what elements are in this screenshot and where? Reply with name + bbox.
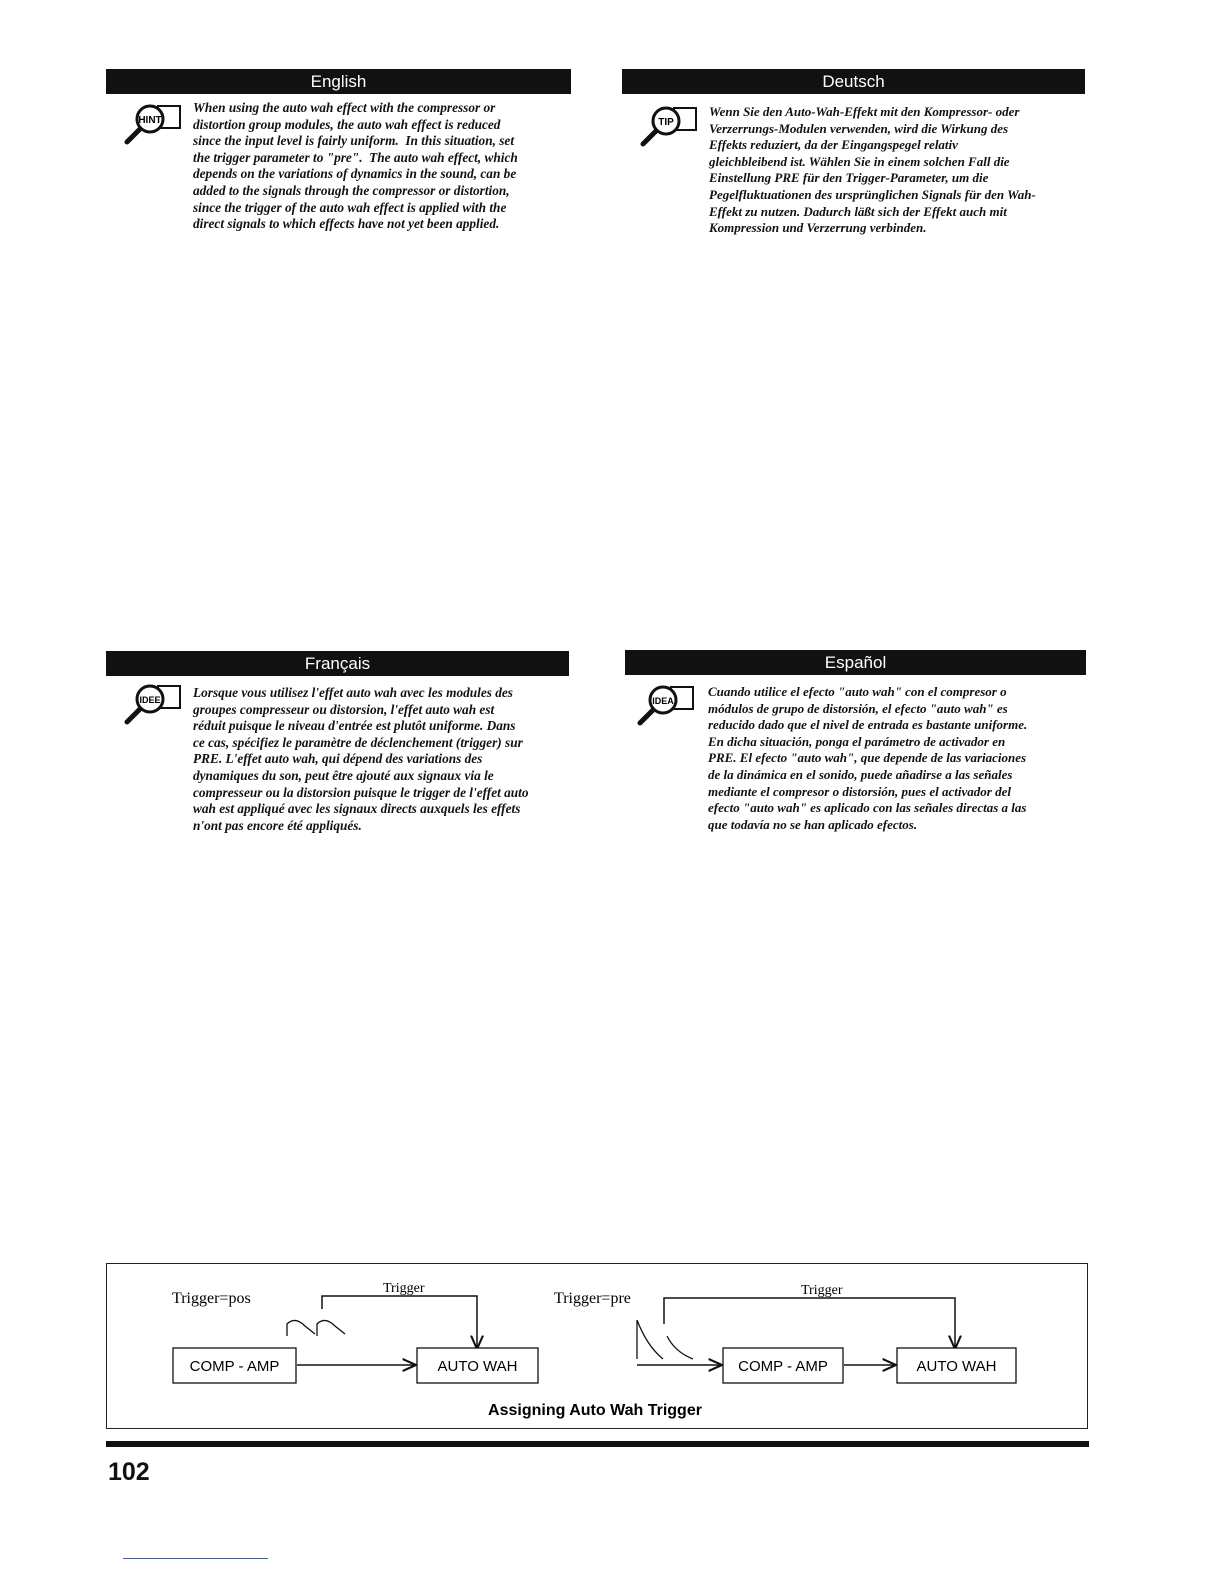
trigger-diagram — [106, 1263, 1088, 1429]
section-deutsch — [622, 69, 1085, 236]
page-number: 102 — [108, 1458, 150, 1486]
right-envelope-waveform — [637, 1320, 693, 1359]
svg-text:TIP: TIP — [658, 117, 674, 128]
svg-text:IDEE: IDEE — [139, 695, 161, 705]
magnifier-note-icon — [640, 104, 710, 148]
magnifier-note-icon — [637, 683, 707, 727]
link-underline — [123, 1558, 268, 1559]
left-trigger-mode-label: Trigger=pos — [172, 1290, 251, 1307]
trigger-diagram-svg — [107, 1264, 1089, 1430]
bottom-rule — [106, 1441, 1089, 1447]
magnifier-note-icon — [124, 102, 194, 146]
section-header-english: English — [106, 69, 571, 94]
section-header-espanol: Español — [625, 650, 1086, 675]
diagram-caption: Assigning Auto Wah Trigger — [488, 1402, 702, 1419]
right-auto-wah-label: AUTO WAH — [916, 1358, 997, 1375]
deutsch-body: Wenn Sie den Auto-Wah-Effekt mit den Kompressor- oder Verzerrungs-Modulen verwenden, wird die Wirkung des Effekts reduziert, da der Eingangspegel relativ gleichbleibend ist. Wählen Sie in einem solchen Fall die Einstellung PRE für den Trigger-Parameter, um die Pegelfluktuationen des ursprünglichen Signals für den Wah- Effekt zu nutzen. Dadurch läßt sich der Effekt auch mit Kompression und Verzerrung verbinden. — [709, 104, 1036, 236]
francais-body: Lorsque vous utilisez l'effet auto wah avec les modules des groupes compresseur ou distorsion, l'effet auto wah est réduit puisque le niveau d'entrée est plutôt uniforme. Dans ce cas, spécifiez le paramètre de déclenchement (trigger) sur PRE. L'effet auto wah, qui dépend des variations des dynamiques du son, peut être ajouté aux signaux via le compresseur ou la distorsion puisque le trigger de l'effet auto wah est appliqué avec les signaux directs auxquels les effets n'ont pas encore été appliqués. — [193, 685, 529, 833]
espanol-body: Cuando utilice el efecto "auto wah" con el compresor o módulos de grupo de distorsión, el efecto "auto wah" es reducido dado que el nivel de entrada es bastante uniforme. En dicha situación, ponga el parámetro de activador en PRE. El efecto "auto wah", que depende de las variaciones de la dinámica en el sonido, puede añadirse a las señales mediante el compresor o distorsión, pues el activador del efecto "auto wah" es aplicado con las señales directas a las que todavía no se han aplicado efectos. — [708, 684, 1028, 832]
right-trigger-line — [664, 1298, 955, 1349]
right-trigger-mode-label: Trigger=pre — [554, 1290, 631, 1307]
right-comp-amp-label: COMP - AMP — [738, 1358, 828, 1375]
section-espanol — [625, 650, 1086, 832]
left-trigger-label: Trigger — [383, 1281, 425, 1296]
svg-text:HINT: HINT — [138, 115, 162, 126]
left-comp-amp-label: COMP - AMP — [189, 1358, 280, 1375]
svg-text:IDEA: IDEA — [652, 696, 674, 706]
right-trigger-label: Trigger — [801, 1283, 843, 1298]
english-body: When using the auto wah effect with the compressor or distortion group modules, the auto wah effect is reduced since the input level is fairly uniform. In this situation, set the trigger parameter to "pre". The auto wah effect, which depends on the variations of dynamics in the sound, can be added to the signals through the compressor or distortion, since the trigger of the auto wah effect is applied with the direct signals to which effects have not yet been applied. — [193, 100, 518, 232]
left-auto-wah-label: AUTO WAH — [437, 1358, 518, 1375]
magnifier-note-icon — [124, 682, 194, 726]
section-francais — [106, 651, 569, 833]
section-header-francais: Français — [106, 651, 569, 676]
section-header-deutsch: Deutsch — [622, 69, 1085, 94]
left-envelope-waveform — [287, 1320, 345, 1336]
section-english — [106, 69, 571, 232]
left-trigger-line — [322, 1296, 477, 1349]
